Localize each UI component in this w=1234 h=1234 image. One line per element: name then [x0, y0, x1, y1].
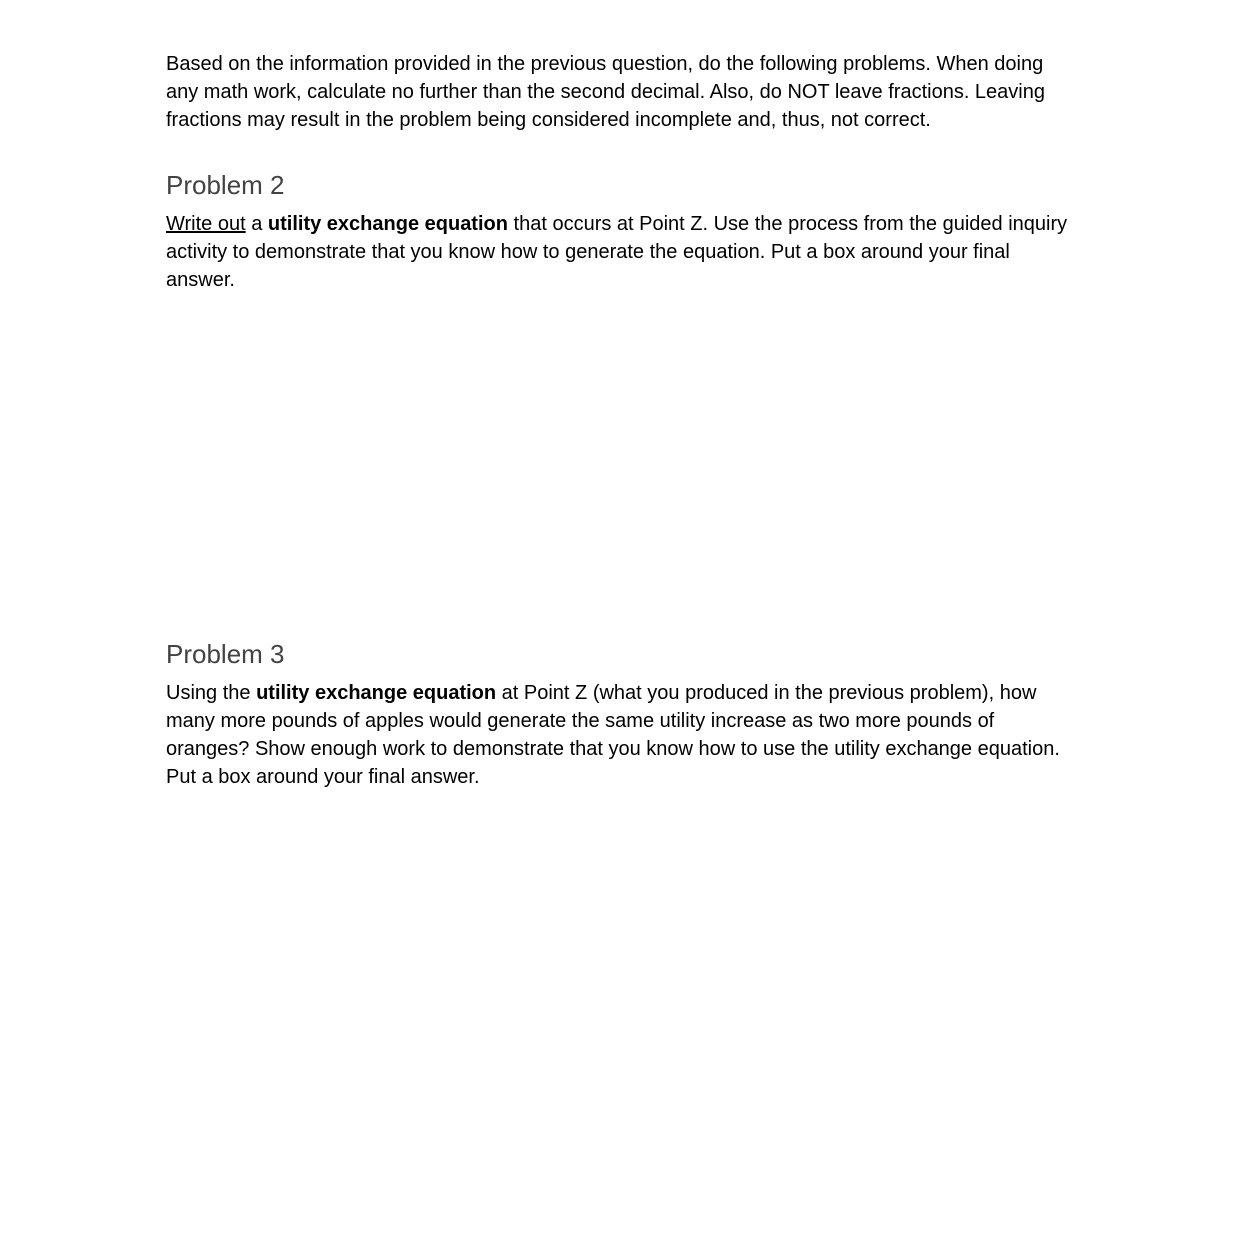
intro-paragraph: Based on the information provided in the previous question, do the following problems. When doing any math work, calculate no further than the second decimal. Also, do NOT leave fractions. Leaving fractions may result in the problem being considered incomplete and, thus, not correct. — [166, 53, 1045, 131]
problem-2-underlined-text: Write out — [166, 213, 246, 235]
problem-2-heading: Problem 2 — [166, 170, 285, 200]
document-page — [166, 50, 1071, 791]
problem-2-text-segment: a — [245, 213, 268, 235]
problem-3-text-segment: at Point Z (what you produced in the previous problem), how many more pounds of apples would generate the same utility increase as two more pounds of oranges? Show enough work to demonstrate that you know how to use the utility exchange equation. Put a box around your final answer. — [166, 682, 1060, 788]
problem-2-text-segment: that occurs at Point Z. Use the process from the guided inquiry activity to demonstrate that you know how to generate the equation. Put a box around your final answer. — [166, 213, 1068, 291]
problem-3-text-segment: Using the — [166, 682, 257, 704]
problem-3-bold-term: utility exchange equation — [256, 682, 497, 704]
problem-2-text — [166, 210, 1071, 294]
problem-2-bold-term: utility exchange equation — [267, 213, 508, 235]
problem-3-heading: Problem 3 — [166, 639, 285, 669]
problem-3-text — [166, 679, 1071, 791]
